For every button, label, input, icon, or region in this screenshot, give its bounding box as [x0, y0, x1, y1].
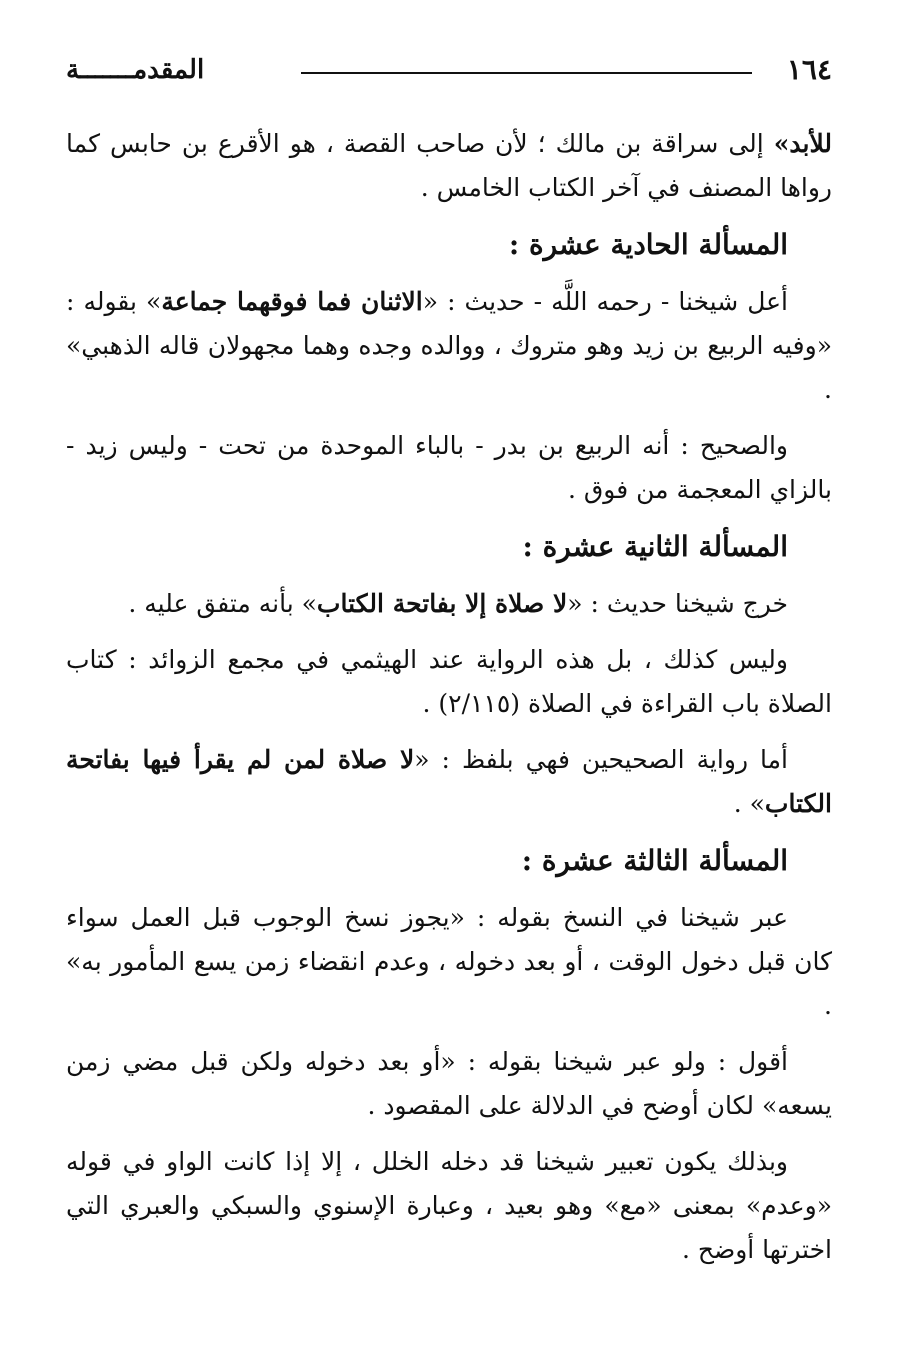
paragraph-text: والصحيح : أنه الربيع بن بدر - بالباء الموحدة من تحت - وليس زيد - بالزاي المعجمة من فوق . [66, 431, 832, 504]
paragraph [66, 424, 832, 512]
page-header [66, 50, 832, 90]
paragraph [66, 738, 832, 826]
paragraph-text: » بأنه متفق عليه . [128, 589, 317, 618]
running-title: المقدمـــــــة [66, 55, 205, 85]
header-rule [301, 72, 752, 74]
quoted-hadith-text: للأبد» [773, 129, 832, 158]
quoted-hadith-text: لا صلاة لمن لم يقرأ فيها بفاتحة الكتاب [66, 745, 832, 818]
quoted-hadith-text: لا صلاة إلا بفاتحة الكتاب [316, 589, 568, 618]
paragraph [66, 1140, 832, 1272]
paragraph [66, 280, 832, 412]
page-number: ١٦٤ [786, 53, 832, 86]
paragraph-text: عبر شيخنا في النسخ بقوله : «يجوز نسخ الوجوب قبل العمل سواء كان قبل دخول الوقت ، أو بعد دخوله ، وعدم انقضاء زمن يسع المأمور به» . [66, 903, 832, 1020]
paragraph [66, 122, 832, 210]
section-heading: المسألة الثانية عشرة : [522, 530, 788, 563]
paragraph-text: أما رواية الصحيحين فهي بلفظ : « [414, 745, 788, 774]
section-heading: المسألة الثالثة عشرة : [521, 844, 788, 877]
section-heading: المسألة الحادية عشرة : [508, 228, 788, 261]
paragraph-text: » بقوله : «وفيه الربيع بن زيد وهو متروك ، ووالده وجده وهما مجهولان قاله الذهبي» . [66, 287, 832, 404]
paragraph-text: وبذلك يكون تعبير شيخنا قد دخله الخلل ، إلا إذا كانت الواو في قوله «وعدم» بمعنى «مع» وهو بعيد ، وعبارة الإسنوي والسبكي والعبري التي اخترتها أوضح . [66, 1147, 832, 1264]
paragraph-text: أقول : ولو عبر شيخنا بقوله : «أو بعد دخوله ولكن قبل مضي زمن يسعه» لكان أوضح في الدلالة على المقصود . [66, 1047, 832, 1120]
paragraph-text: » . [733, 789, 765, 818]
paragraph [66, 896, 832, 1028]
paragraph [66, 638, 832, 726]
book-page [66, 0, 832, 1346]
page-body [66, 122, 832, 1284]
paragraph-text: وليس كذلك ، بل هذه الرواية عند الهيثمي في مجمع الزوائد : كتاب الصلاة باب القراءة في الصلاة (٢/١١٥) . [66, 645, 832, 718]
paragraph [66, 1040, 832, 1128]
paragraph-text: إلى سراقة بن مالك ؛ لأن صاحب القصة ، هو الأقرع بن حابس كما رواها المصنف في آخر الكتاب الخامس . [66, 129, 832, 202]
paragraph [66, 582, 832, 626]
paragraph-text: أعل شيخنا - رحمه اللَّه - حديث : « [422, 287, 789, 316]
quoted-hadith-text: الاثنان فما فوقهما جماعة [161, 287, 423, 316]
paragraph-text: خرج شيخنا حديث : « [567, 589, 788, 618]
